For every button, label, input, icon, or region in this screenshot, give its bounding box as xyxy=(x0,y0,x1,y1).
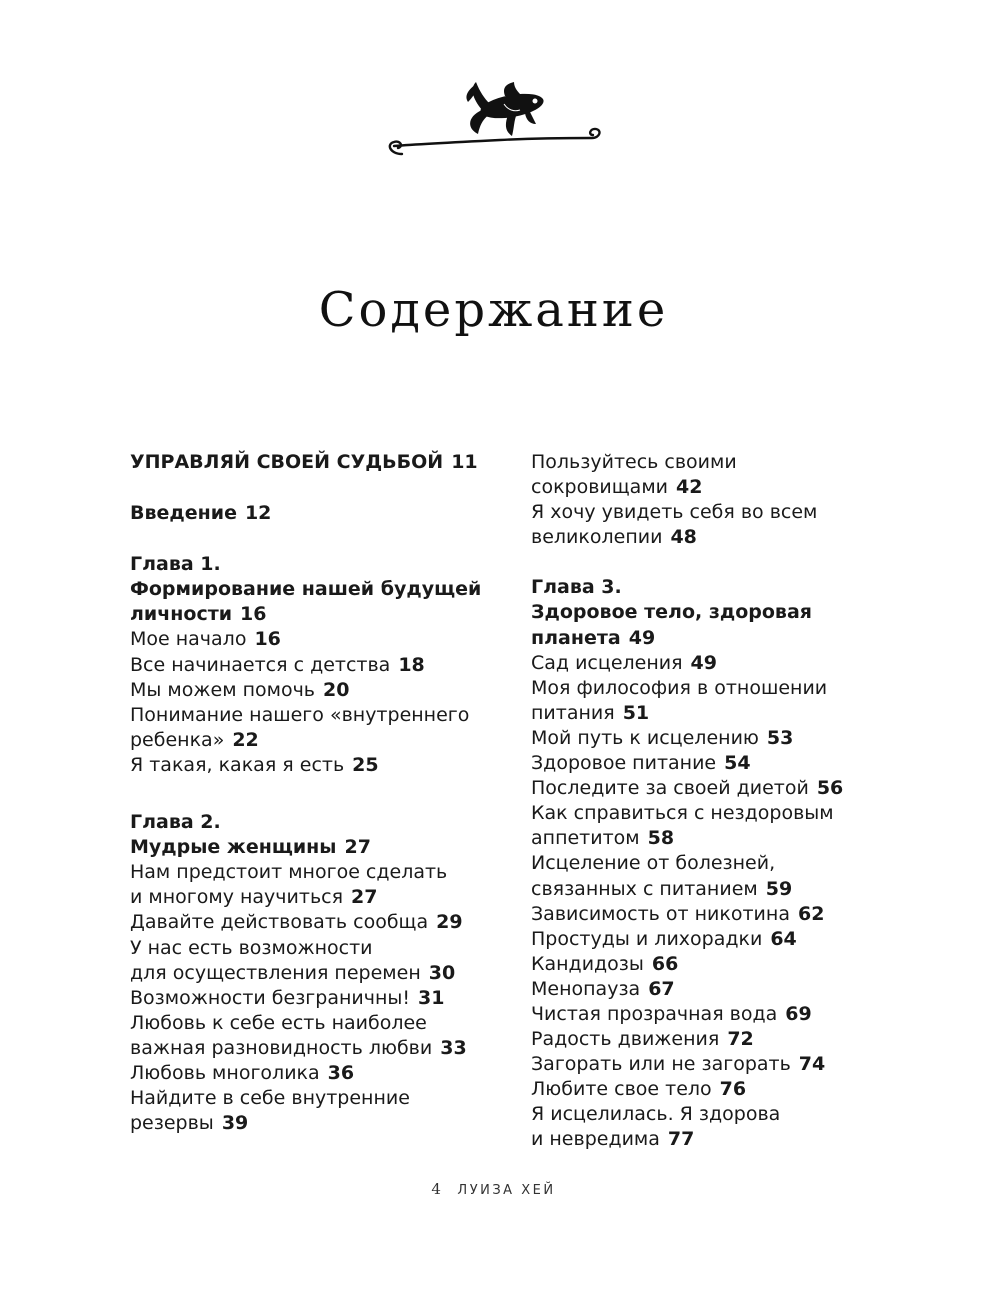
toc-entry-title: Возможности безграничны! xyxy=(130,986,411,1009)
toc-entry xyxy=(130,552,530,577)
toc-page-number: 77 xyxy=(667,1128,695,1151)
toc-entry xyxy=(130,501,530,526)
toc-entry xyxy=(130,810,530,835)
toc-entry-title: Любовь к себе есть наиболее xyxy=(130,1011,427,1034)
toc-entry-title: Здоровое тело, здоровая xyxy=(531,601,812,624)
toc-page-number: 76 xyxy=(719,1078,747,1101)
toc-entry xyxy=(531,851,931,876)
toc-entry-title: личности xyxy=(130,603,233,626)
toc-entry xyxy=(531,751,931,776)
toc-entry xyxy=(531,475,931,500)
toc-entry-title: Давайте действовать сообща xyxy=(130,911,429,934)
toc-column-left xyxy=(130,450,530,1136)
toc-entry xyxy=(130,860,530,885)
toc-gap xyxy=(130,526,530,552)
toc-page-number: 16 xyxy=(254,628,281,651)
toc-entry-title: Чистая прозрачная вода xyxy=(531,1002,778,1025)
toc-gap xyxy=(130,778,530,810)
toc-entry-title: Последите за своей диетой xyxy=(531,777,809,800)
toc-entry xyxy=(130,1111,530,1136)
toc-page-number: 30 xyxy=(428,961,456,984)
toc-entry xyxy=(531,952,931,977)
toc-entry-title: Я хочу увидеть себя во всем xyxy=(531,501,818,524)
toc-entry xyxy=(130,728,530,753)
toc-entry xyxy=(531,575,931,600)
toc-page-number: 27 xyxy=(344,836,371,859)
toc-entry xyxy=(531,1052,931,1077)
toc-entry xyxy=(130,653,530,678)
toc-entry-title: важная разновидность любви xyxy=(130,1036,433,1059)
toc-entry-title: аппетитом xyxy=(531,827,640,850)
toc-entry-title: резервы xyxy=(130,1112,214,1135)
toc-entry-title: ребенка» xyxy=(130,728,225,751)
toc-page-number: 56 xyxy=(816,777,844,800)
toc-entry-title: Моя философия в отношении xyxy=(531,676,828,699)
toc-entry-title: Здоровое питание xyxy=(531,752,717,775)
toc-entry xyxy=(531,801,931,826)
toc-entry xyxy=(130,936,530,961)
toc-entry xyxy=(531,500,931,525)
goldfish-ornament-icon xyxy=(380,80,610,165)
toc-entry-title: Мудрые женщины xyxy=(130,836,337,859)
toc-entry-title: Глава 3. xyxy=(531,576,622,599)
toc-entry xyxy=(531,927,931,952)
toc-page-number: 33 xyxy=(440,1036,467,1059)
toc-entry-title: Зависимость от никотина xyxy=(531,902,790,925)
toc-entry-title: У нас есть возможности xyxy=(130,936,373,959)
toc-page-number: 27 xyxy=(351,886,378,909)
toc-page-number: 48 xyxy=(670,526,697,549)
toc-entry-title: Менопауза xyxy=(531,977,641,1000)
toc-entry xyxy=(130,703,530,728)
toc-entry-title: Мой путь к исцелению xyxy=(531,726,759,749)
toc-entry-title: сокровищами xyxy=(531,476,668,499)
toc-gap xyxy=(531,550,931,575)
toc-entry xyxy=(531,450,931,475)
toc-entry xyxy=(531,701,931,726)
toc-entry xyxy=(531,1027,931,1052)
toc-entry-title: Введение xyxy=(130,502,237,525)
toc-entry xyxy=(130,627,530,652)
toc-entry-title: Я такая, какая я есть xyxy=(130,753,345,776)
toc-page-number: 53 xyxy=(766,726,794,749)
toc-entry xyxy=(130,450,530,475)
toc-page-number: 67 xyxy=(648,977,675,1000)
toc-entry-title: Любите свое тело xyxy=(531,1078,712,1101)
running-head-author: ЛУИЗА ХЕЙ xyxy=(457,1183,556,1198)
toc-entry xyxy=(130,835,530,860)
toc-entry-title: Формирование нашей будущей xyxy=(130,578,482,601)
toc-page-number: 62 xyxy=(797,902,825,925)
toc-entry-title: Любовь многолика xyxy=(130,1061,320,1084)
toc-entry xyxy=(531,977,931,1002)
toc-entry xyxy=(130,961,530,986)
toc-page-number: 16 xyxy=(240,603,267,626)
toc-gap xyxy=(130,475,530,501)
toc-page-number: 64 xyxy=(770,927,797,950)
toc-page-number: 22 xyxy=(232,728,259,751)
toc-entry xyxy=(130,1011,530,1036)
toc-entry-title: Найдите в себе внутренние xyxy=(130,1087,410,1110)
toc-entry-title: Мы можем помочь xyxy=(130,678,315,701)
toc-entry xyxy=(531,651,931,676)
toc-entry xyxy=(130,753,530,778)
toc-entry xyxy=(130,1061,530,1086)
toc-page-number: 11 xyxy=(451,451,478,473)
toc-entry-title: великолепии xyxy=(531,526,663,549)
page-title: Содержание xyxy=(318,282,669,338)
toc-entry-title: связанных с питанием xyxy=(531,877,758,900)
toc-entry xyxy=(130,885,530,910)
toc-entry-title: Исцеление от болезней, xyxy=(531,852,776,875)
toc-entry xyxy=(531,826,931,851)
toc-page-number: 31 xyxy=(418,986,445,1009)
toc-page-number: 42 xyxy=(676,476,703,499)
toc-entry xyxy=(531,1127,931,1152)
toc-entry xyxy=(531,676,931,701)
toc-entry-title: Радость движения xyxy=(531,1028,720,1051)
page-footer xyxy=(0,1180,987,1198)
toc-entry xyxy=(531,1102,931,1127)
toc-entry xyxy=(531,1002,931,1027)
toc-page-number: 69 xyxy=(785,1002,812,1025)
toc-page-number: 66 xyxy=(651,952,679,975)
toc-entry xyxy=(531,1077,931,1102)
toc-entry xyxy=(130,1086,530,1111)
toc-page-number: 20 xyxy=(323,678,350,701)
toc-entry-title: Пользуйтесь своими xyxy=(531,451,737,473)
toc-entry xyxy=(531,726,931,751)
page-number: 4 xyxy=(431,1180,441,1198)
toc-entry-title: Я исцелилась. Я здорова xyxy=(531,1103,781,1126)
toc-entry-title: Мое начало xyxy=(130,628,247,651)
toc-entry-title: Простуды и лихорадки xyxy=(531,927,763,950)
toc-entry xyxy=(531,877,931,902)
toc-entry xyxy=(531,525,931,550)
toc-page-number: 59 xyxy=(765,877,793,900)
toc-entry xyxy=(130,910,530,935)
toc-page-number: 54 xyxy=(724,752,751,775)
toc-page-number: 36 xyxy=(327,1061,355,1084)
toc-entry xyxy=(531,600,931,625)
toc-page-number: 58 xyxy=(647,827,675,850)
toc-page-number: 12 xyxy=(244,502,272,525)
toc-entry xyxy=(130,577,530,602)
toc-entry-title: Все начинается с детства xyxy=(130,653,391,676)
toc-page-number: 49 xyxy=(628,626,656,649)
toc-page-number: 25 xyxy=(352,753,379,776)
toc-entry-title: Кандидозы xyxy=(531,952,644,975)
toc-entry xyxy=(531,626,931,651)
toc-entry-title: Как справиться с нездоровым xyxy=(531,802,834,825)
toc-entry-title: Сад исцеления xyxy=(531,651,683,674)
toc-column-right xyxy=(531,450,931,1153)
toc-entry xyxy=(531,902,931,927)
toc-entry-title: и многому научиться xyxy=(130,886,344,909)
toc-entry-title: Загорать или не загорать xyxy=(531,1053,791,1076)
toc-page-number: 74 xyxy=(798,1053,826,1076)
toc-entry-title: планета xyxy=(531,626,621,649)
toc-entry xyxy=(130,1036,530,1061)
toc-entry-title: Глава 2. xyxy=(130,811,221,834)
toc-entry xyxy=(531,776,931,801)
toc-entry xyxy=(130,602,530,627)
toc-entry xyxy=(130,986,530,1011)
toc-entry-title: Понимание нашего «внутреннего xyxy=(130,703,470,726)
toc-entry-title: питания xyxy=(531,701,615,724)
toc-page-number: 51 xyxy=(622,701,650,724)
toc-page-number: 18 xyxy=(398,653,425,676)
toc-entry-title: и невредима xyxy=(531,1128,660,1151)
toc-page-number: 29 xyxy=(436,911,463,934)
toc-entry xyxy=(130,678,530,703)
toc-entry-title: Нам предстоит многое сделать xyxy=(130,861,448,884)
toc-entry-title: для осуществления перемен xyxy=(130,961,421,984)
toc-page-number: 72 xyxy=(727,1028,754,1051)
toc-entry-title: Глава 1. xyxy=(130,553,221,576)
toc-entry-title: УПРАВЛЯЙ СВОЕЙ СУДЬБОЙ xyxy=(130,451,444,473)
toc-page-number: 49 xyxy=(690,651,717,674)
toc-page-number: 39 xyxy=(221,1112,249,1135)
